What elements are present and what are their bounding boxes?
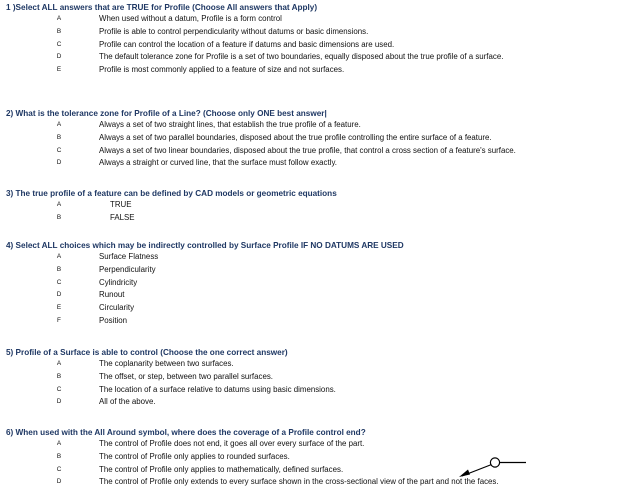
option-letter: C bbox=[56, 278, 62, 286]
option-text: When used without a datum, Profile is a form control bbox=[99, 14, 282, 23]
question-title: 4) Select ALL choices which may be indirectly controlled by Surface Profile IF NO DATUMS ARE USED bbox=[6, 241, 404, 250]
option-text: Always a set of two linear boundaries, disposed about the true profile, that control a cross section of a feature's surface. bbox=[99, 145, 516, 155]
option-letter: A bbox=[56, 253, 62, 260]
question-title: 5) Profile of a Surface is able to control (Choose the one correct answer) bbox=[6, 348, 288, 357]
option-letter: A bbox=[56, 360, 62, 367]
option-letter: B bbox=[56, 213, 62, 221]
option-text: Circularity bbox=[99, 303, 135, 313]
question-3 bbox=[6, 188, 611, 225]
option-letter: B bbox=[56, 27, 62, 35]
option-letter: D bbox=[56, 398, 62, 406]
option-text: The location of a surface relative to datums using basic dimensions. bbox=[99, 384, 336, 394]
option-letter: B bbox=[56, 452, 62, 460]
option-text: All of the above. bbox=[99, 397, 156, 407]
option-f[interactable] bbox=[6, 315, 611, 328]
option-letter: D bbox=[56, 291, 62, 299]
option-letter: E bbox=[56, 304, 62, 312]
option-letter: B bbox=[56, 133, 62, 141]
option-letter: A bbox=[56, 15, 62, 22]
option-text: TRUE bbox=[110, 200, 132, 209]
option-b[interactable] bbox=[6, 212, 611, 225]
option-text: Always a straight or curved line, that the surface must follow exactly. bbox=[99, 158, 337, 168]
option-a[interactable] bbox=[6, 438, 611, 451]
question-1 bbox=[6, 2, 611, 77]
option-d[interactable] bbox=[6, 476, 611, 489]
all-around-circle bbox=[490, 458, 499, 467]
option-text: The control of Profile only extends to every surface shown in the cross-sectional view of the part and not the faces. bbox=[99, 477, 499, 487]
option-text: Profile is most commonly applied to a feature of size and not surfaces. bbox=[99, 65, 345, 75]
option-letter: C bbox=[56, 465, 62, 473]
option-c[interactable] bbox=[6, 384, 611, 397]
question-title: 3) The true profile of a feature can be defined by CAD models or geometric equations bbox=[6, 189, 337, 198]
option-a[interactable] bbox=[6, 358, 611, 371]
option-letter: D bbox=[56, 478, 62, 486]
option-a[interactable] bbox=[6, 13, 611, 26]
option-letter: B bbox=[56, 265, 62, 273]
option-c[interactable] bbox=[6, 277, 611, 290]
option-letter: C bbox=[56, 146, 62, 154]
option-text: Profile can control the location of a feature if datums and basic dimensions are used. bbox=[99, 39, 395, 49]
option-b[interactable] bbox=[6, 371, 611, 384]
option-letter: B bbox=[56, 372, 62, 380]
option-c[interactable] bbox=[6, 39, 611, 52]
option-text: Always a set of two parallel boundaries, disposed about the true profile controlling the entire surface of a feature. bbox=[99, 132, 492, 142]
question-5 bbox=[6, 347, 611, 409]
option-text: The control of Profile only applies to rounded surfaces. bbox=[99, 451, 290, 461]
option-text: Runout bbox=[99, 290, 125, 300]
option-e[interactable] bbox=[6, 302, 611, 315]
option-b[interactable] bbox=[6, 264, 611, 277]
option-d[interactable] bbox=[6, 396, 611, 409]
option-letter: E bbox=[56, 66, 62, 74]
option-c[interactable] bbox=[6, 145, 611, 158]
option-a[interactable] bbox=[6, 251, 611, 264]
option-letter: F bbox=[57, 316, 61, 324]
option-letter: A bbox=[56, 440, 62, 447]
option-text: Surface Flatness bbox=[99, 252, 159, 261]
option-text: The default tolerance zone for Profile is a set of two boundaries, equally disposed about the true profile of a surface. bbox=[99, 52, 504, 62]
option-text: Profile is able to control perpendicularity without datums or basic dimensions. bbox=[99, 26, 369, 36]
option-text: Position bbox=[99, 315, 128, 325]
option-letter: A bbox=[56, 121, 62, 128]
option-text: The control of Profile does not end, it goes all over every surface of the part. bbox=[99, 439, 365, 448]
option-letter: A bbox=[56, 201, 62, 208]
option-text: Perpendicularity bbox=[99, 264, 156, 274]
option-letter: C bbox=[56, 385, 62, 393]
option-b[interactable] bbox=[6, 132, 611, 145]
option-b[interactable] bbox=[6, 26, 611, 39]
option-letter: D bbox=[56, 159, 62, 167]
question-title: 1 )Select ALL answers that are TRUE for Profile (Choose All answers that Apply) bbox=[6, 3, 318, 12]
option-d[interactable] bbox=[6, 51, 611, 64]
question-4 bbox=[6, 240, 611, 328]
option-letter: C bbox=[56, 40, 62, 48]
option-text: FALSE bbox=[110, 212, 135, 222]
option-text: Always a set of two straight lines, that establish the true profile of a feature. bbox=[99, 120, 361, 129]
option-text: The control of Profile only applies to mathematically, defined surfaces. bbox=[99, 464, 344, 474]
option-text: Cylindricity bbox=[99, 277, 138, 287]
question-2 bbox=[6, 108, 611, 170]
option-letter: D bbox=[56, 53, 62, 61]
option-e[interactable] bbox=[6, 64, 611, 77]
leader-arrowhead bbox=[459, 470, 470, 478]
option-a[interactable] bbox=[6, 199, 611, 212]
question-title: 6) When used with the All Around symbol, where does the coverage of a Profile control end? bbox=[6, 428, 366, 437]
option-d[interactable] bbox=[6, 289, 611, 302]
question-title: 2) What is the tolerance zone for Profile of a Line? (Choose only ONE best answer| bbox=[6, 109, 327, 118]
option-text: The coplanarity between two surfaces. bbox=[99, 359, 234, 368]
all-around-profile-symbol-icon bbox=[458, 452, 530, 478]
option-d[interactable] bbox=[6, 157, 611, 170]
option-a[interactable] bbox=[6, 119, 611, 132]
option-text: The offset, or step, between two parallel surfaces. bbox=[99, 371, 273, 381]
